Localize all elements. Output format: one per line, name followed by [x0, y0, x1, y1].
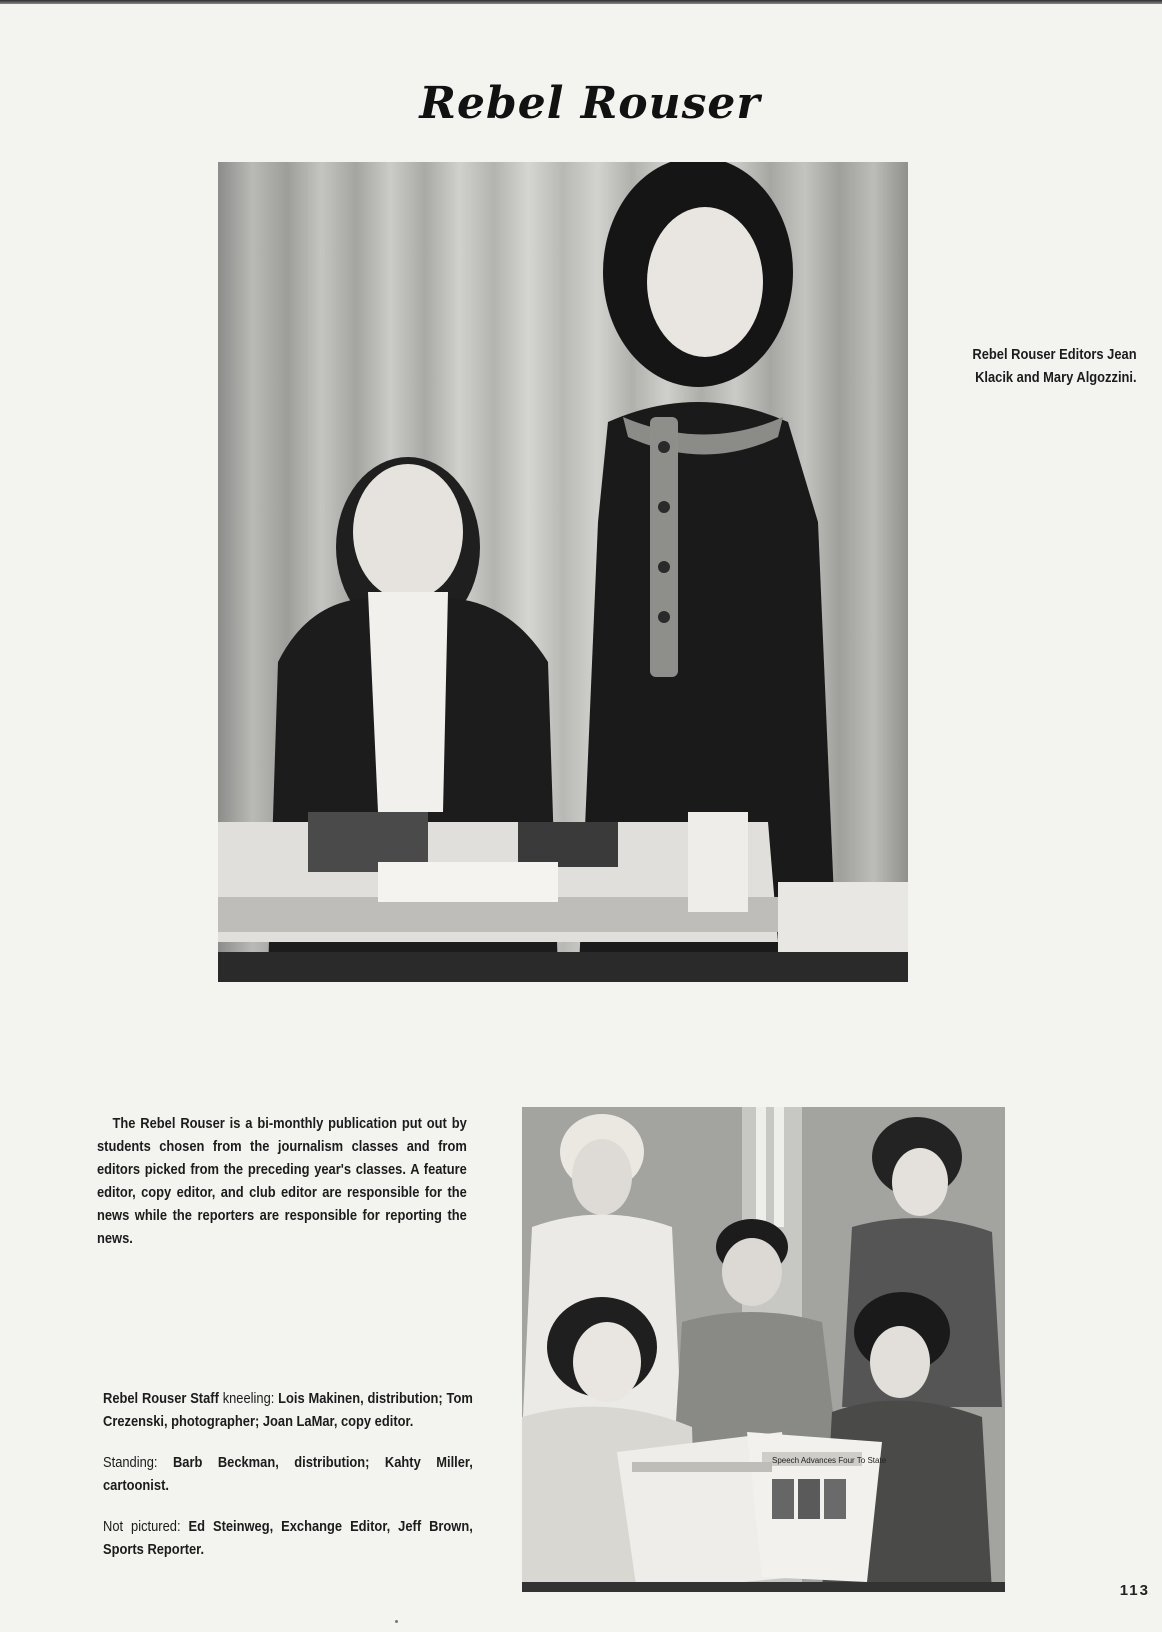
page-title: Rebel Rouser: [419, 78, 761, 129]
body-paragraph: The Rebel Rouser is a bi-monthly publication put out by students chosen from the journalism classes and from editors picked from the preceding year's classes. A feature editor, copy editor, and club editor are responsible for the news while the reporters are responsible for reporting the news.: [97, 1115, 467, 1247]
standing-label: Standing:: [103, 1454, 158, 1471]
staff-photo-illustration: [522, 1107, 1005, 1592]
standing-credits: [103, 1451, 473, 1497]
standing-names: Barb Beckman, distribution; Kahty Miller, cartoonist.: [103, 1454, 473, 1494]
not-pictured-label: Not pictured:: [103, 1518, 181, 1535]
newspaper-headline: Speech Advances Four To State: [772, 1456, 887, 1465]
page-top-edge: [0, 0, 1162, 4]
not-pictured-names: Ed Steinweg, Exchange Editor, Jeff Brown, Sports Reporter.: [103, 1518, 473, 1558]
page-number: 113: [1119, 1582, 1150, 1599]
kneeling-prefix: Rebel Rouser Staff: [103, 1390, 219, 1407]
editors-caption: Rebel Rouser Editors Jean Klacik and Mary Algozzini.: [972, 346, 1137, 386]
editors-photo-illustration: [218, 162, 908, 982]
kneeling-names: Lois Makinen, distribution; Tom Crezenski, photographer; Joan LaMar, copy editor.: [103, 1390, 473, 1430]
editors-photo: [218, 162, 908, 982]
staff-credits: [103, 1387, 473, 1579]
kneeling-label: kneeling:: [222, 1390, 275, 1407]
kneeling-credits: [103, 1387, 473, 1433]
not-pictured-credits: [103, 1515, 473, 1561]
staff-photo: [522, 1107, 1005, 1592]
print-speck: [395, 1620, 398, 1623]
